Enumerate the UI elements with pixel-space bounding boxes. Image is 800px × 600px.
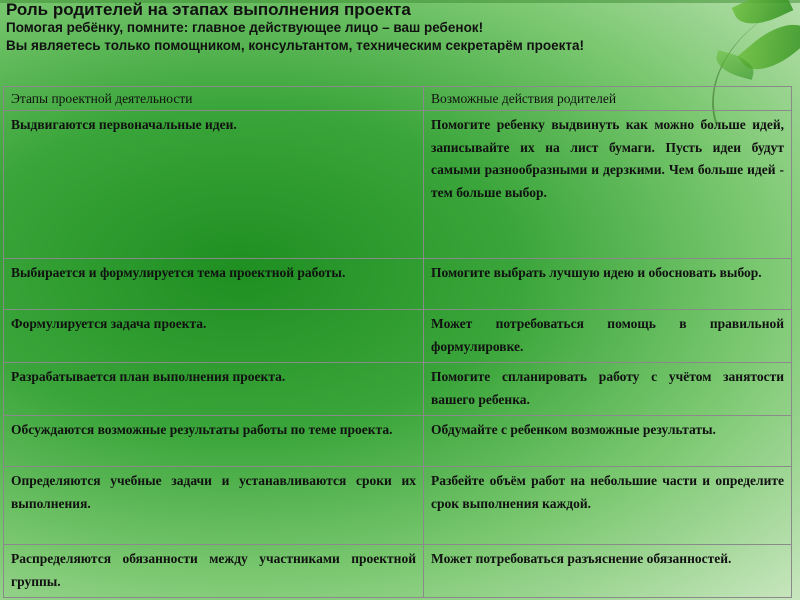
table-row [4,467,792,545]
stage-cell: Выбирается и формулируется тема проектной работы. [4,259,424,310]
roles-table [3,86,792,598]
stage-cell: Распределяются обязанности между участниками проектной группы. [4,545,424,598]
header-actions: Возможные действия родителей [424,87,792,111]
action-cell: Разбейте объём работ на небольшие части и определите срок выполнения каждой. [424,467,792,545]
table-row [4,363,792,416]
slide-title: Роль родителей на этапах выполнения проекта [6,0,411,19]
action-cell: Помогите ребенку выдвинуть как можно больше идей, записывайте их на лист бумаги. Пусть идеи будут самыми разнообразными и дерзкими. Чем больше идей - тем больше выбор. [424,111,792,259]
action-cell: Помогите спланировать работу с учётом занятости вашего ребенка. [424,363,792,416]
action-cell: Может потребоваться разъяснение обязанностей. [424,545,792,598]
stage-cell: Обсуждаются возможные результаты работы по теме проекта. [4,416,424,467]
table-row [4,416,792,467]
table-row [4,310,792,363]
action-cell: Обдумайте с ребенком возможные результаты. [424,416,792,467]
slide-header [6,0,696,55]
stage-cell: Выдвигаются первоначальные идеи. [4,111,424,259]
action-cell: Может потребоваться помощь в правильной формулировке. [424,310,792,363]
table-row [4,111,792,259]
table-header-row [4,87,792,111]
slide-subtitle-line2: Вы являетесь только помощником, консультантом, техническим секретарём проекта! [6,38,584,53]
stage-cell: Определяются учебные задачи и устанавливаются сроки их выполнения. [4,467,424,545]
table-row [4,259,792,310]
header-stages: Этапы проектной деятельности [4,87,424,111]
slide-subtitle-line1: Помогая ребёнку, помните: главное действующее лицо – ваш ребенок! [6,20,484,35]
stage-cell: Разрабатывается план выполнения проекта. [4,363,424,416]
table-row [4,545,792,598]
stage-cell: Формулируется задача проекта. [4,310,424,363]
action-cell: Помогите выбрать лучшую идею и обосновать выбор. [424,259,792,310]
